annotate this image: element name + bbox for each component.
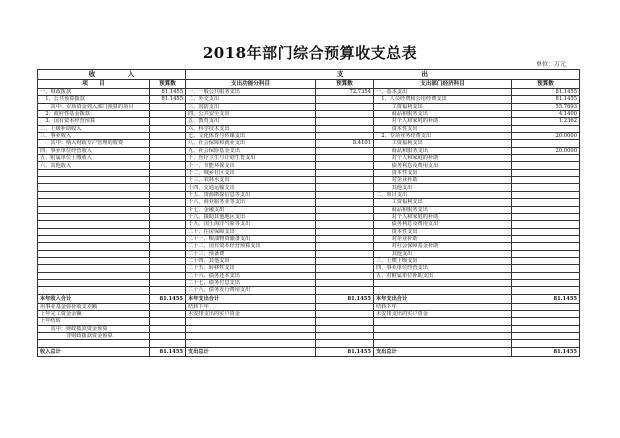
econ-amount-cell: 55.7693: [512, 103, 580, 110]
econ-amount-cell: [512, 199, 580, 206]
econ-item-cell: [374, 325, 512, 332]
income-amount-cell: [150, 177, 186, 184]
econ-amount-cell: 81.1455: [512, 294, 580, 303]
table-row: [38, 333, 580, 340]
func-amount-cell: [316, 125, 374, 132]
func-item-cell: [186, 333, 316, 340]
income-amount-cell: [150, 140, 186, 147]
econ-item-cell: 债务利息及费用支出: [374, 221, 512, 228]
econ-item-cell: 工资福利支出: [374, 140, 512, 147]
income-item-cell: [38, 265, 150, 272]
econ-item-cell: 本年支出合计: [374, 294, 512, 303]
header-row-columns: [38, 80, 580, 89]
income-total-row: [38, 294, 580, 303]
func-amount-cell: [316, 118, 374, 125]
func-amount-cell: [316, 191, 374, 198]
budget-table: [37, 69, 580, 357]
econ-item-cell: 对企业补助: [374, 235, 512, 242]
income-amount-cell: [150, 228, 186, 235]
table-row: [38, 89, 580, 96]
table-row: [38, 199, 580, 206]
func-item-cell: 结转下年: [186, 303, 316, 310]
income-amount-cell: [150, 235, 186, 242]
econ-item-cell: 资本性支出: [374, 169, 512, 176]
income-item-cell: [38, 250, 150, 257]
func-item-cell: 八、社会保障和就业支出: [186, 140, 316, 147]
income-amount-cell: [150, 265, 186, 272]
income-amount-cell: [150, 272, 186, 279]
func-amount-cell: [316, 287, 374, 294]
func-amount-cell: [316, 177, 374, 184]
income-amount-cell: 81.1455: [150, 294, 186, 303]
grand-total-row: [38, 347, 580, 356]
income-item-cell: [38, 287, 150, 294]
econ-item-cell: [374, 279, 512, 286]
income-item-cell: [38, 213, 150, 220]
income-item-cell: [38, 279, 150, 286]
econ-item-cell: 债务利息及费用支出: [374, 162, 512, 169]
func-subject-header: 支出功能分科目: [186, 80, 316, 89]
income-item-cell: 四、事业单位经营收入: [38, 147, 150, 154]
func-item-cell: 二十七、债务付息支出: [186, 279, 316, 286]
income-item-cell: [38, 191, 150, 198]
table-row: [38, 243, 580, 250]
table-row: [38, 272, 580, 279]
econ-amount-cell: [512, 155, 580, 162]
income-item-cell: 其中：纳入财政专户管理的收费: [38, 140, 150, 147]
econ-item-cell: 工资福利支出: [374, 103, 512, 110]
func-amount-cell: [316, 333, 374, 340]
income-item-cell: 用事业基金弥补收支差额: [38, 303, 150, 310]
income-item-cell: 其中：财政拨款资金预算: [38, 325, 150, 332]
econ-amount-cell: [512, 177, 580, 184]
func-amount-cell: [316, 111, 374, 118]
econ-amount-cell: 81.1455: [512, 347, 580, 356]
income-item-cell: 其中：专项资金列入部门预算的项目: [38, 103, 150, 110]
func-item-cell: 十三、农林水支出: [186, 177, 316, 184]
econ-item-cell: 结转下年: [374, 303, 512, 310]
func-amount-cell: [316, 243, 374, 250]
func-item-cell: 二十、住房保障支出: [186, 228, 316, 235]
income-item-cell: 三、事业收入: [38, 133, 150, 140]
table-row: [38, 103, 580, 110]
econ-item-cell: 支出总计: [374, 347, 512, 356]
econ-amount-cell: 4.1400: [512, 111, 580, 118]
income-amount-cell: [150, 303, 186, 310]
econ-item-cell: 对企业补助: [374, 177, 512, 184]
income-item-cell: 二、上级补助收入: [38, 125, 150, 132]
econ-amount-cell: [512, 257, 580, 264]
econ-amount-cell: 20.0000: [512, 147, 580, 154]
func-item-cell: 二十一、粮油物资储备支出: [186, 235, 316, 242]
econ-amount-cell: [512, 162, 580, 169]
econ-amount-cell: [512, 310, 580, 317]
table-row: [38, 155, 580, 162]
econ-item-cell: 商品和服务支出: [374, 111, 512, 118]
econ-amount-cell: [512, 250, 580, 257]
econ-amount-cell: [512, 235, 580, 242]
econ-item-cell: 其他支出: [374, 184, 512, 191]
income-amount-cell: [150, 325, 186, 332]
func-item-cell: 五、教育支出: [186, 118, 316, 125]
econ-amount-cell: 81.1455: [512, 96, 580, 103]
econ-amount-cell: [512, 265, 580, 272]
income-amount-cell: [150, 333, 186, 340]
page-title: 2018年部门综合预算收支总表: [202, 44, 418, 62]
table-row: [38, 118, 580, 125]
table-row: [38, 140, 580, 147]
func-amount-cell: [316, 310, 374, 317]
func-item-cell: 七、文化体育与传媒支出: [186, 133, 316, 140]
func-item-cell: 一、一般公共服务支出: [186, 89, 316, 96]
econ-item-cell: 未安排支出的实户资金: [374, 310, 512, 317]
func-amount-cell: 8.4101: [316, 140, 374, 147]
econ-item-cell: [374, 340, 512, 347]
func-amount-cell: [316, 325, 374, 332]
econ-amount-cell: [512, 125, 580, 132]
econ-amount-cell: [512, 221, 580, 228]
budget-header-income: 预算数: [150, 80, 186, 89]
func-amount-cell: [316, 199, 374, 206]
func-amount-cell: [316, 221, 374, 228]
table-row: [38, 191, 580, 198]
func-item-cell: 二十四、其他支出: [186, 257, 316, 264]
income-item-cell: 2、政府性基金拨款: [38, 111, 150, 118]
table-row: [38, 206, 580, 213]
econ-subject-header: 支出部门经济科目: [374, 80, 512, 89]
income-amount-cell: [150, 133, 186, 140]
income-item-cell: [38, 235, 150, 242]
func-amount-cell: [316, 272, 374, 279]
func-item-cell: [186, 340, 316, 347]
income-item-cell: 五、附属单位上缴收入: [38, 155, 150, 162]
econ-item-cell: 三、上缴上级支出: [374, 257, 512, 264]
econ-amount-cell: [512, 213, 580, 220]
econ-amount-cell: 81.1455: [512, 89, 580, 96]
budget-header-func: 预算数: [316, 80, 374, 89]
table-row: [38, 265, 580, 272]
econ-item-cell: 四、事业单位经营支出: [374, 265, 512, 272]
income-item-cell: 3、国有资本经营预算: [38, 118, 150, 125]
func-amount-cell: [316, 250, 374, 257]
income-item-cell: [38, 257, 150, 264]
func-amount-cell: [316, 279, 374, 286]
func-amount-cell: [316, 303, 374, 310]
func-item-cell: 十四、交通运输支出: [186, 184, 316, 191]
table-row: [38, 303, 580, 310]
func-amount-cell: [316, 340, 374, 347]
func-amount-cell: [316, 133, 374, 140]
income-amount-cell: [150, 118, 186, 125]
item-header: 项 目: [38, 80, 150, 89]
econ-item-cell: 一、基本支出: [374, 89, 512, 96]
func-item-cell: 十一、节能环保支出: [186, 162, 316, 169]
table-row: [38, 235, 580, 242]
econ-amount-cell: [512, 206, 580, 213]
income-amount-cell: [150, 206, 186, 213]
income-amount-cell: [150, 213, 186, 220]
func-amount-cell: [316, 265, 374, 272]
income-item-cell: [38, 169, 150, 176]
func-item-cell: 十六、商业服务业等支出: [186, 199, 316, 206]
func-item-cell: 六、科学技术支出: [186, 125, 316, 132]
table-row: [38, 250, 580, 257]
econ-item-cell: 资本性支出: [374, 228, 512, 235]
income-amount-cell: [150, 184, 186, 191]
func-item-cell: 二十五、转移性支出: [186, 265, 316, 272]
func-item-cell: 二十六、债务还本支出: [186, 272, 316, 279]
econ-item-cell: 资本性支出: [374, 125, 512, 132]
income-item-cell: [38, 272, 150, 279]
table-row: [38, 310, 580, 317]
table-row: [38, 287, 580, 294]
table-row: [38, 257, 580, 264]
econ-amount-cell: [512, 287, 580, 294]
income-amount-cell: [150, 340, 186, 347]
budget-header-econ: 预算数: [512, 80, 580, 89]
income-amount-cell: [150, 287, 186, 294]
table-row: [38, 279, 580, 286]
econ-amount-cell: [512, 191, 580, 198]
func-amount-cell: [316, 184, 374, 191]
func-amount-cell: 72.7354: [316, 89, 374, 96]
func-item-cell: 十五、资源勘探信息等支出: [186, 191, 316, 198]
func-amount-cell: [316, 169, 374, 176]
func-amount-cell: [316, 96, 374, 103]
func-amount-cell: [316, 147, 374, 154]
econ-amount-cell: [512, 272, 580, 279]
func-item-cell: 四、公共安全支出: [186, 111, 316, 118]
econ-item-cell: 1、人员经费和公用经费支出: [374, 96, 512, 103]
func-item-cell: 二、外交支出: [186, 96, 316, 103]
func-item-cell: [186, 318, 316, 325]
func-item-cell: 支出总计: [186, 347, 316, 356]
econ-amount-cell: [512, 279, 580, 286]
income-item-cell: 收入总计: [38, 347, 150, 356]
table-row: [38, 147, 580, 154]
income-amount-cell: [150, 169, 186, 176]
income-item-cell: 非财政拨款资金预算: [38, 333, 150, 340]
func-amount-cell: [316, 103, 374, 110]
func-amount-cell: [316, 155, 374, 162]
func-amount-cell: [316, 206, 374, 213]
income-item-cell: [38, 206, 150, 213]
func-item-cell: 十九、国土海洋气象等支出: [186, 221, 316, 228]
table-row: [38, 169, 580, 176]
econ-amount-cell: [512, 140, 580, 147]
income-item-cell: 本年收入合计: [38, 294, 150, 303]
econ-amount-cell: [512, 333, 580, 340]
table-row: [38, 318, 580, 325]
table-row: [38, 221, 580, 228]
func-item-cell: 本年支出合计: [186, 294, 316, 303]
econ-item-cell: 对社会保障基金补助: [374, 243, 512, 250]
income-amount-cell: 81.1455: [150, 347, 186, 356]
econ-item-cell: [374, 318, 512, 325]
table-row: [38, 96, 580, 103]
table-row: [38, 340, 580, 347]
func-item-cell: 十二、城乡社区支出: [186, 169, 316, 176]
income-amount-cell: [150, 103, 186, 110]
income-item-cell: [38, 340, 150, 347]
econ-amount-cell: [512, 243, 580, 250]
econ-amount-cell: [512, 303, 580, 310]
income-item-cell: 上年完工资金余额: [38, 310, 150, 317]
func-item-cell: 二十二、国有资本经营预算支出: [186, 243, 316, 250]
income-amount-cell: [150, 318, 186, 325]
income-amount-cell: [150, 279, 186, 286]
econ-item-cell: 对个人和家庭的补助: [374, 213, 512, 220]
expense-header: 支 出: [186, 70, 580, 80]
func-amount-cell: [316, 213, 374, 220]
table-row: [38, 228, 580, 235]
econ-item-cell: [374, 333, 512, 340]
income-amount-cell: 81.1455: [150, 96, 186, 103]
func-item-cell: 二十八、债务发行费用支出: [186, 287, 316, 294]
econ-amount-cell: 1.2362: [512, 118, 580, 125]
income-amount-cell: [150, 250, 186, 257]
econ-item-cell: [374, 287, 512, 294]
income-amount-cell: [150, 199, 186, 206]
income-item-cell: [38, 243, 150, 250]
income-item-cell: [38, 221, 150, 228]
func-item-cell: 十七、金融支出: [186, 206, 316, 213]
income-amount-cell: 81.1455: [150, 89, 186, 96]
header-row-top: [38, 70, 580, 80]
income-item-cell: 上年结转: [38, 318, 150, 325]
income-item-cell: [38, 177, 150, 184]
econ-amount-cell: [512, 318, 580, 325]
econ-item-cell: 对个人和家庭的补助: [374, 155, 512, 162]
income-item-cell: [38, 199, 150, 206]
econ-amount-cell: [512, 228, 580, 235]
func-amount-cell: [316, 162, 374, 169]
income-amount-cell: [150, 310, 186, 317]
func-amount-cell: [316, 318, 374, 325]
unit-label: 单位：万元: [535, 61, 566, 68]
income-amount-cell: [150, 147, 186, 154]
func-item-cell: 未安排支出的实户资金: [186, 310, 316, 317]
table-row: [38, 213, 580, 220]
econ-item-cell: 商品和服务支出: [374, 206, 512, 213]
econ-item-cell: 商品和服务支出: [374, 147, 512, 154]
income-item-cell: 一、财政拨款: [38, 89, 150, 96]
econ-item-cell: 对个人和家庭的补助: [374, 118, 512, 125]
table-row: [38, 325, 580, 332]
table-row: [38, 177, 580, 184]
income-header: 收 入: [38, 70, 186, 80]
income-item-cell: 六、其他收入: [38, 162, 150, 169]
income-amount-cell: [150, 243, 186, 250]
econ-amount-cell: [512, 340, 580, 347]
income-amount-cell: [150, 111, 186, 118]
income-amount-cell: [150, 125, 186, 132]
func-amount-cell: 81.1455: [316, 294, 374, 303]
econ-amount-cell: [512, 184, 580, 191]
income-amount-cell: [150, 221, 186, 228]
table-row: [38, 184, 580, 191]
func-item-cell: 三、国防支出: [186, 103, 316, 110]
income-amount-cell: [150, 257, 186, 264]
table-row: [38, 111, 580, 118]
econ-item-cell: 五、对附属单位补助支出: [374, 272, 512, 279]
econ-item-cell: 其他支出: [374, 250, 512, 257]
income-item-cell: [38, 184, 150, 191]
func-amount-cell: [316, 228, 374, 235]
func-item-cell: 十八、援助其他地区支出: [186, 213, 316, 220]
func-amount-cell: [316, 257, 374, 264]
func-item-cell: 九、社会保险基金支出: [186, 147, 316, 154]
func-item-cell: [186, 325, 316, 332]
econ-item-cell: 二、项目支出: [374, 191, 512, 198]
func-amount-cell: 81.1455: [316, 347, 374, 356]
table-row: [38, 133, 580, 140]
table-row: [38, 125, 580, 132]
func-item-cell: 十、医疗卫生与计划生育支出: [186, 155, 316, 162]
income-amount-cell: [150, 155, 186, 162]
income-amount-cell: [150, 191, 186, 198]
income-item-cell: 1、公共预算拨款: [38, 96, 150, 103]
func-amount-cell: [316, 235, 374, 242]
econ-item-cell: 2、专项业务经费支出: [374, 133, 512, 140]
income-amount-cell: [150, 162, 186, 169]
func-item-cell: 二十三、预备费: [186, 250, 316, 257]
econ-amount-cell: [512, 325, 580, 332]
econ-item-cell: 工资福利支出: [374, 199, 512, 206]
table-row: [38, 162, 580, 169]
income-item-cell: [38, 228, 150, 235]
econ-amount-cell: 20.0000: [512, 133, 580, 140]
econ-amount-cell: [512, 169, 580, 176]
